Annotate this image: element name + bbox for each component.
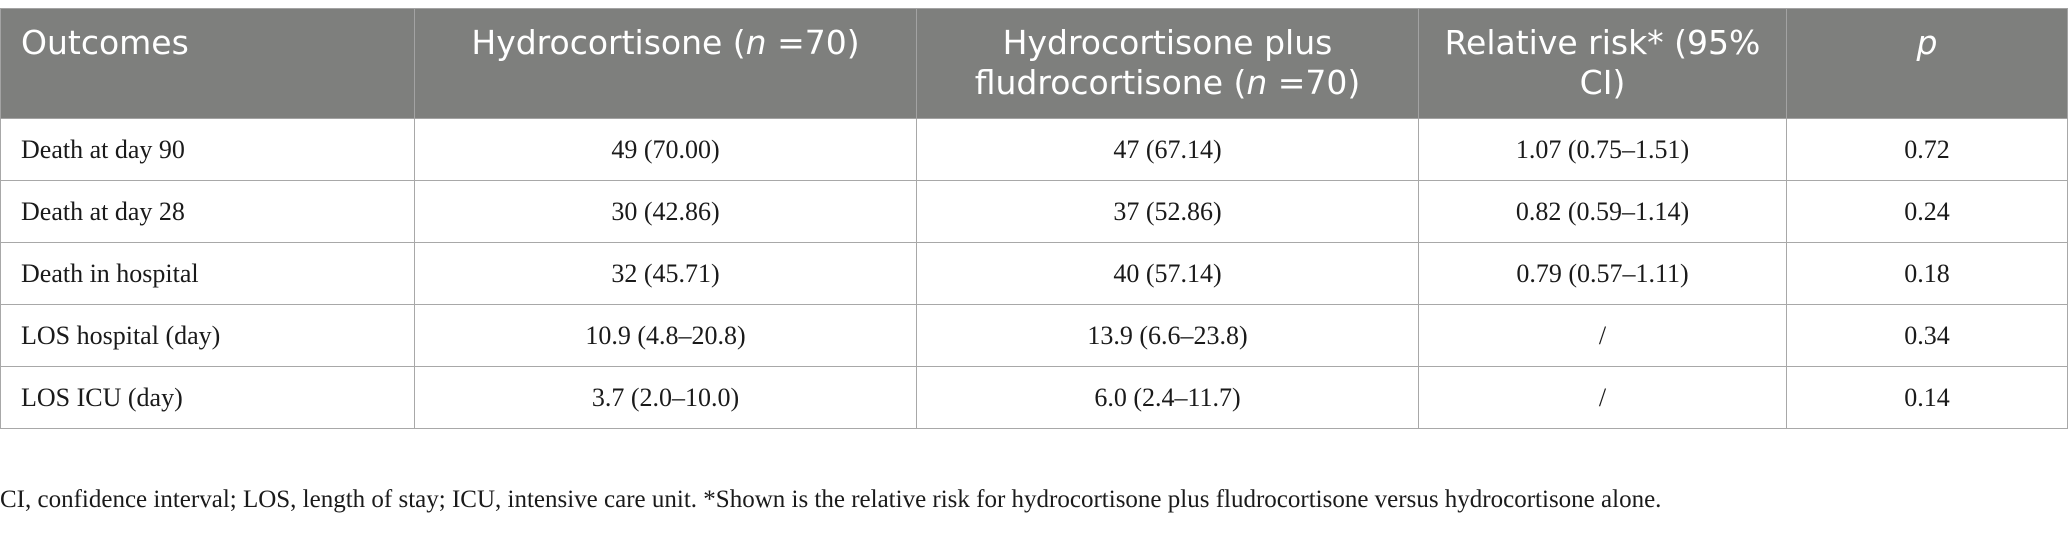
header-hydrocortisone <box>415 9 917 119</box>
table-row <box>1 367 2068 429</box>
table-row <box>1 119 2068 181</box>
header-plus-n: n <box>1246 63 1268 102</box>
header-p-label: p <box>1916 23 1938 62</box>
cell-outcome: Death at day 28 <box>1 181 415 243</box>
table-row <box>1 181 2068 243</box>
table-row <box>1 243 2068 305</box>
header-hydrocortisone-count: =70) <box>766 23 860 62</box>
cell-p-value: 0.18 <box>1787 243 2068 305</box>
cell-hydrocortisone-plus: 37 (52.86) <box>917 181 1419 243</box>
header-hydrocortisone-plus <box>917 9 1419 119</box>
cell-p-value: 0.34 <box>1787 305 2068 367</box>
cell-outcome: LOS ICU (day) <box>1 367 415 429</box>
cell-p-value: 0.24 <box>1787 181 2068 243</box>
header-plus-count: =70) <box>1267 63 1361 102</box>
cell-relative-risk: 0.79 (0.57–1.11) <box>1419 243 1787 305</box>
cell-relative-risk: / <box>1419 367 1787 429</box>
header-plus-label: Hydrocortisone plus fludrocortisone ( <box>974 23 1333 102</box>
header-relative-risk: Relative risk* (95% CI) <box>1419 9 1787 119</box>
cell-relative-risk: 1.07 (0.75–1.51) <box>1419 119 1787 181</box>
cell-hydrocortisone: 3.7 (2.0–10.0) <box>415 367 917 429</box>
table-footnote: CI, confidence interval; LOS, length of stay; ICU, intensive care unit. *Shown is the relative risk for hydrocortisone plus fludrocortisone versus hydrocortisone alone. <box>0 486 1662 513</box>
cell-hydrocortisone: 30 (42.86) <box>415 181 917 243</box>
cell-hydrocortisone-plus: 6.0 (2.4–11.7) <box>917 367 1419 429</box>
header-hydrocortisone-n: n <box>745 23 767 62</box>
cell-p-value: 0.14 <box>1787 367 2068 429</box>
outcomes-table <box>0 8 2068 429</box>
cell-hydrocortisone: 49 (70.00) <box>415 119 917 181</box>
cell-hydrocortisone-plus: 47 (67.14) <box>917 119 1419 181</box>
cell-hydrocortisone-plus: 13.9 (6.6–23.8) <box>917 305 1419 367</box>
header-p-value <box>1787 9 2068 119</box>
cell-outcome: Death at day 90 <box>1 119 415 181</box>
cell-relative-risk: 0.82 (0.59–1.14) <box>1419 181 1787 243</box>
cell-hydrocortisone: 32 (45.71) <box>415 243 917 305</box>
table-row <box>1 305 2068 367</box>
cell-relative-risk: / <box>1419 305 1787 367</box>
cell-outcome: Death in hospital <box>1 243 415 305</box>
cell-p-value: 0.72 <box>1787 119 2068 181</box>
header-hydrocortisone-label: Hydrocortisone ( <box>471 23 746 62</box>
header-outcomes: Outcomes <box>1 9 415 119</box>
cell-outcome: LOS hospital (day) <box>1 305 415 367</box>
cell-hydrocortisone: 10.9 (4.8–20.8) <box>415 305 917 367</box>
table-header-row <box>1 9 2068 119</box>
cell-hydrocortisone-plus: 40 (57.14) <box>917 243 1419 305</box>
